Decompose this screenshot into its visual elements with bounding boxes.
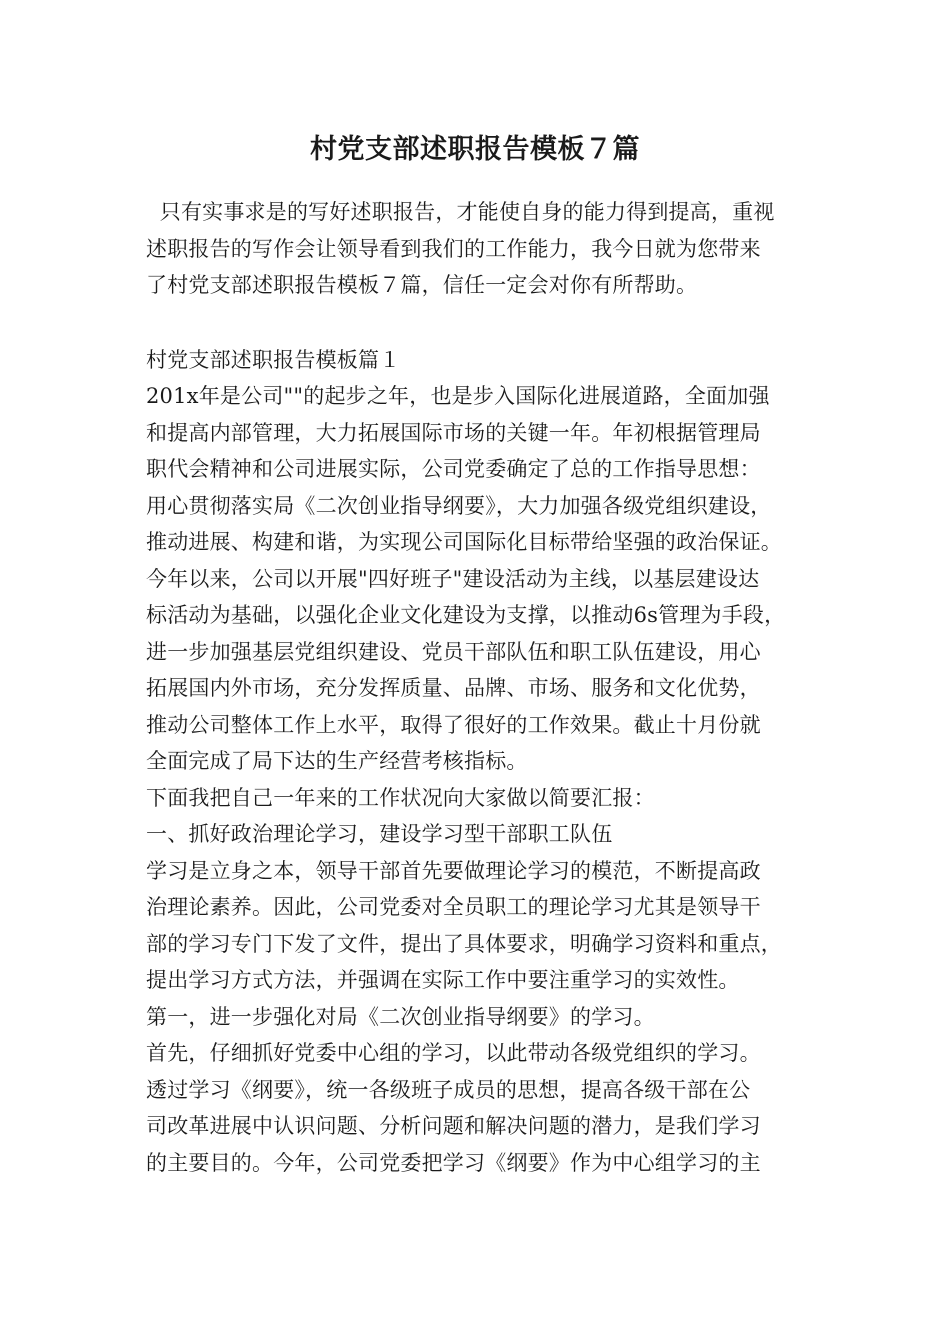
body-line: 全面完成了局下达的生产经营考核指标。 — [146, 749, 528, 773]
intro-line: 只有实事求是的写好述职报告，才能使自身的能力得到提高，重视 — [146, 200, 775, 224]
body-line: 推动进展、构建和谐，为实现公司国际化目标带给坚强的政治保证。 — [146, 530, 782, 554]
body-line: 的主要目的。今年，公司党委把学习《纲要》作为中心组学习的主 — [146, 1150, 761, 1175]
subsection-heading: 一、抓好政治理论学习，建设学习型干部职工队伍 — [146, 822, 613, 846]
intro-line: 述职报告的写作会让领导看到我们的工作能力，我今日就为您带来 — [146, 236, 761, 261]
document-title: 村党支部述职报告模板７篇 — [310, 134, 640, 165]
body-line: 进一步加强基层党组织建设、党员干部队伍和职工队伍建设，用心 — [146, 639, 761, 664]
paragraph-gap — [146, 304, 836, 342]
body-line: 首先，仔细抓好党委中心组的学习，以此带动各级党组织的学习。 — [146, 1041, 761, 1065]
body-line: 推动公司整体工作上水平，取得了很好的工作效果。截止十月份就 — [146, 712, 761, 737]
body-line: 下面我把自己一年来的工作状况向大家做以简要汇报： — [146, 785, 655, 810]
body-line: 职代会精神和公司进展实际，公司党委确定了总的工作指导思想： — [146, 457, 761, 481]
body-line: 司改革进展中认识问题、分析问题和解决问题的潜力，是我们学习 — [146, 1114, 761, 1138]
body-line: 用心贯彻落实局《二次创业指导纲要》，大力加强各级党组织建设， — [146, 493, 772, 518]
body-line: 透过学习《纲要》，统一各级班子成员的思想，提高各级干部在公 — [146, 1077, 751, 1102]
body-line: 今年以来，公司以开展"四好班子"建设活动为主线，以基层建设达 — [146, 566, 760, 591]
intro-line: 了村党支部述职报告模板７篇，信任一定会对你有所帮助。 — [146, 273, 698, 297]
body-line: 标活动为基础，以强化企业文化建设为支撑，以推动6s管理为手段， — [146, 603, 786, 627]
body-line: 部的学习专门下发了文件，提出了具体要求，明确学习资料和重点， — [146, 931, 782, 956]
body-line: 拓展国内外市场，充分发挥质量、品牌、市场、服务和文化优势， — [146, 676, 761, 700]
section-heading: 村党支部述职报告模板篇１ — [146, 347, 401, 372]
body-line: 学习是立身之本，领导干部首先要做理论学习的模范，不断提高政 — [146, 858, 761, 883]
document-body — [146, 194, 836, 1181]
body-line: 提出学习方式方法，并强调在实际工作中要注重学习的实效性。 — [146, 968, 740, 992]
body-line: 和提高内部管理，大力拓展国际市场的关键一年。年初根据管理局 — [146, 420, 761, 445]
body-line: 201x年是公司""的起步之年，也是步入国际化进展道路，全面加强 — [146, 384, 770, 408]
body-line: 第一，进一步强化对局《二次创业指导纲要》的学习。 — [146, 1004, 655, 1029]
body-line: 治理论素养。因此，公司党委对全员职工的理论学习尤其是领导干 — [146, 895, 761, 919]
